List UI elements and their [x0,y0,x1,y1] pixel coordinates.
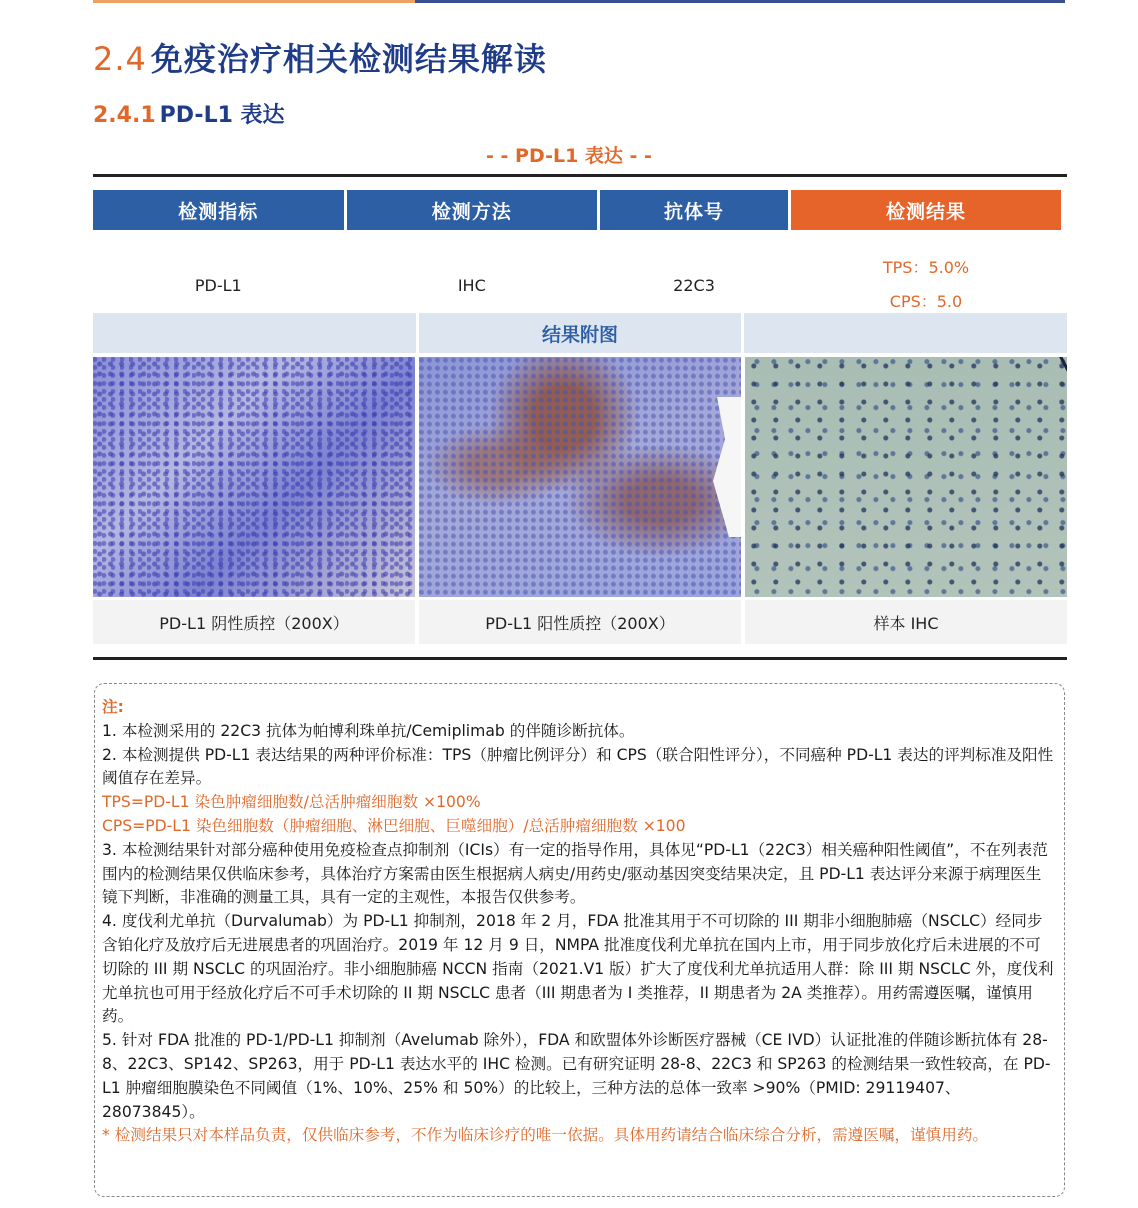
note-1: 1. 本检测采用的 22C3 抗体为帕博利珠单抗/Cemiplimab 的伴随诊断抗体。 [102,721,635,740]
note-5: 5. 针对 FDA 批准的 PD-1/PD-L1 抑制剂（Avelumab 除外），FDA 和欧盟体外诊断医疗器械（CE IVD）认证批准的伴随诊断抗体有 28-8、22C3、SP142、SP263，用于 PD-L1 表达水平的 IHC 检测。已有研究证明 28-8、22C3 和 SP263 的检测结果一致性较高，在 PD-L1 肿瘤细胞膜染色不同阈值（1%、10%、25% 和 50%）的比较上，三种方法的总体一致率 >90%（PMID: 29119407、28073845）。 [102,1031,1051,1121]
caption-negative-control: PD-L1 阴性质控（200X） [93,600,415,644]
figures-header-left [93,313,416,353]
accent-bar-orange [93,0,415,3]
block-title: - - PD-L1 表达 - - [486,145,652,167]
section-number: 2.4 [93,40,147,78]
subsection-heading [93,98,285,129]
figures-header [93,313,1067,353]
cell-method: IHC [457,275,486,295]
figures-header-title: 结果附图 [419,313,742,353]
cell-marker: PD-L1 [194,275,242,295]
column-header-result: 检测结果 [791,190,1061,230]
figures-captions [93,600,1067,644]
section-heading [93,34,547,80]
divider-top [93,174,1067,177]
note-4: 4. 度伐利尤单抗（Durvalumab）为 PD-L1 抑制剂，2018 年 2 月，FDA 批准其用于不可切除的 III 期非小细胞肺癌（NSCLC）经同步含铂化疗及放疗后无进展患者的巩固治疗。2019 年 12 月 9 日，NMPA 批准度伐利尤单抗在国内上市，用于同步放化疗后未进展的不可切除的 III 期 NSCLC 的巩固治疗。非小细胞肺癌 NCCN 指南（2021.V1 版）扩大了度伐利尤单抗适用人群：除 III 期 NSCLC 外，度伐利尤单抗也可用于经放化疗后不可手术切除的 II 期 NSCLC 患者（III 期患者为 I 类推荐，II 期患者为 2A 类推荐）。用药需遵医嘱，谨慎用药。 [102,912,1054,1026]
positive-control-micrograph [419,357,741,597]
column-header-antibody: 抗体号 [600,190,788,230]
cps-formula: CPS=PD-L1 染色细胞数（肿瘤细胞、淋巴细胞、巨噬细胞）/总活肿瘤细胞数 ×100 [102,816,686,835]
result-table-header [93,190,1061,230]
negative-control-micrograph [93,357,415,597]
cell-antibody: 22C3 [673,275,715,295]
figures-row [93,357,1067,597]
accent-bar-blue [415,0,1065,3]
subsection-title: PD-L1 表达 [159,103,285,128]
notes-label: 注: [102,698,124,716]
notes-box [94,683,1065,1197]
caption-positive-control: PD-L1 阳性质控（200X） [419,600,741,644]
tps-value: TPS：5.0% [882,258,970,277]
section-title: 免疫治疗相关检测结果解读 [150,40,547,78]
disclaimer: * 检测结果只对本样品负责，仅供临床参考，不作为临床诊疗的唯一依据。具体用药请结合临床综合分析，需遵医嘱，谨慎用药。 [102,1126,989,1145]
note-2: 2. 本检测提供 PD-L1 表达结果的两种评价标准：TPS（肿瘤比例评分）和 CPS（联合阳性评分），不同癌种 PD-L1 表达的评判标准及阳性阈值存在差异。 [102,745,1054,788]
tps-formula: TPS=PD-L1 染色肿瘤细胞数/总活肿瘤细胞数 ×100% [102,793,481,812]
note-3: 3. 本检测结果针对部分癌种使用免疫检查点抑制剂（ICIs）有一定的指导作用，具体见“PD-L1（22C3）相关癌种阳性阈值”，不在列表范围内的检测结果仅供临床参考，具体治疗方案需由医生根据病人病史/用药史/驱动基因突变结果决定，且 PD-L1 表达评分来源于病理医生镜下判断，非准确的测量工具，具有一定的主观性，本报告仅供参考。 [102,840,1048,907]
subsection-number: 2.4.1 [93,103,156,128]
top-accent-bar [93,0,1065,3]
cps-value: CPS：5.0 [889,292,963,311]
sample-ihc-micrograph [745,357,1067,597]
caption-sample-ihc: 样本 IHC [745,600,1067,644]
divider-bottom [93,657,1067,660]
column-header-method: 检测方法 [347,190,598,230]
column-header-marker: 检测指标 [93,190,344,230]
figures-header-right [744,313,1067,353]
